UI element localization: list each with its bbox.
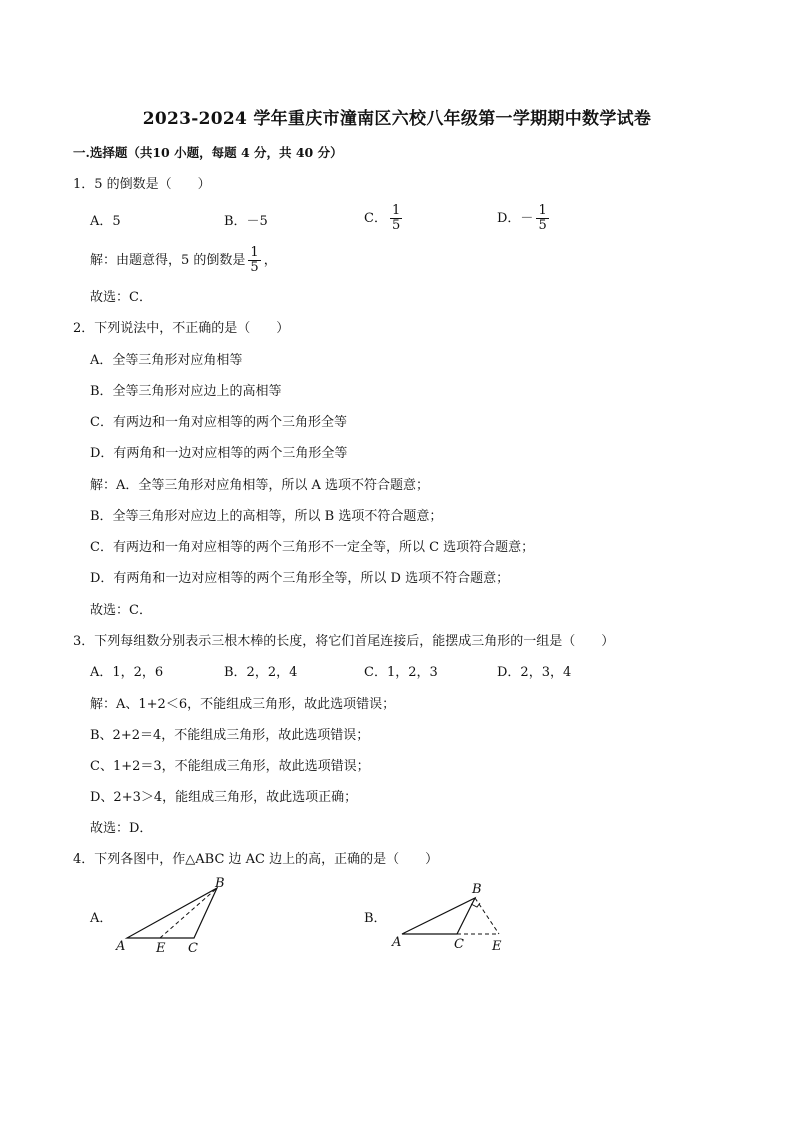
q3-option-c: C．1，2，3 xyxy=(364,665,438,680)
q2-option-b: B．全等三角形对应边上的高相等 xyxy=(90,384,282,399)
question-3-stem: 3．下列每组数分别表示三根木棒的长度，将它们首尾连接后，能摆成三角形的一组是（ ） xyxy=(73,634,615,649)
q3-answer: 故选：D． xyxy=(90,821,153,836)
q3-solution-line: D、2+3＞4，能组成三角形，故此选项正确； xyxy=(90,790,358,805)
q4-figure-b xyxy=(386,876,516,956)
q1-solution: 解：由题意得，5 的倒数是 $\frac{1}{5}$ ， xyxy=(90,245,277,275)
q3-solution-line: 解：A、1+2＜6，不能组成三角形，故此选项错误； xyxy=(90,697,396,712)
q2-solution-line: D．有两角和一边对应相等的两个三角形全等，所以 D 选项不符合题意； xyxy=(90,571,510,586)
q3-option-b: B．2，2，4 xyxy=(224,665,298,680)
q1-option-c xyxy=(364,204,405,233)
dashed-segment-be xyxy=(160,888,217,938)
q4-option-b: B． xyxy=(364,911,387,926)
q1-option-b: B．－5 xyxy=(224,214,268,229)
q2-solution-line: B．全等三角形对应边上的高相等，所以 B 选项不符合题意； xyxy=(90,509,443,524)
q1-answer: 故选：C． xyxy=(90,290,152,305)
label-c: C xyxy=(188,941,198,956)
label-e: E xyxy=(156,941,166,956)
triangle-abc xyxy=(127,888,217,938)
q4-option-a: A． xyxy=(90,911,113,926)
q1-option-a: A．5 xyxy=(90,214,121,229)
q2-option-a: A．全等三角形对应角相等 xyxy=(90,353,243,368)
question-1-stem: 1．5 的倒数是（ ） xyxy=(73,177,211,192)
q3-option-d: D．2，3，4 xyxy=(497,665,572,680)
section-heading: 一.选择题（共10 小题，每题 4 分，共 40 分） xyxy=(73,145,343,160)
q2-option-d: D．有两角和一边对应相等的两个三角形全等 xyxy=(90,446,348,461)
triangle-abc xyxy=(402,898,475,934)
label-a: A xyxy=(392,935,402,950)
label-b: B xyxy=(215,876,225,891)
q1-option-c-label: C． xyxy=(364,211,387,226)
label-b: B xyxy=(472,882,482,897)
q2-solution-line: 解：A．全等三角形对应角相等，所以 A 选项不符合题意； xyxy=(90,478,430,493)
q1-option-d-label: D．－ xyxy=(497,211,534,226)
q1-option-d xyxy=(497,204,552,233)
q2-answer: 故选：C． xyxy=(90,603,152,618)
q2-option-c: C．有两边和一角对应相等的两个三角形全等 xyxy=(90,415,347,430)
q3-solution-line: B、2+2＝4，不能组成三角形，故此选项错误； xyxy=(90,728,370,743)
q2-solution-line: C．有两边和一角对应相等的两个三角形不一定全等，所以 C 选项符合题意； xyxy=(90,540,535,555)
page-title: 2023-2024 学年重庆市潼南区六校八年级第一学期期中数学试卷 xyxy=(142,109,652,129)
label-e: E xyxy=(492,939,502,954)
fraction: $\frac{1}{5}$ xyxy=(538,203,547,233)
question-4-stem: 4．下列各图中，作△ABC 边 AC 边上的高，正确的是（ ） xyxy=(73,852,439,867)
fraction: $\frac{1}{5}$ xyxy=(391,203,401,233)
label-a: A xyxy=(116,939,126,954)
question-2-stem: 2．下列说法中，不正确的是（ ） xyxy=(73,321,290,336)
dashed-segment-be xyxy=(475,898,499,934)
label-c: C xyxy=(454,937,464,952)
q4-figure-a xyxy=(112,876,232,956)
fraction: $\frac{1}{5}$ xyxy=(250,245,259,275)
q3-option-a: A．1，2，6 xyxy=(90,665,164,680)
q3-solution-line: C、1+2＝3，不能组成三角形，故此选项错误； xyxy=(90,759,370,774)
